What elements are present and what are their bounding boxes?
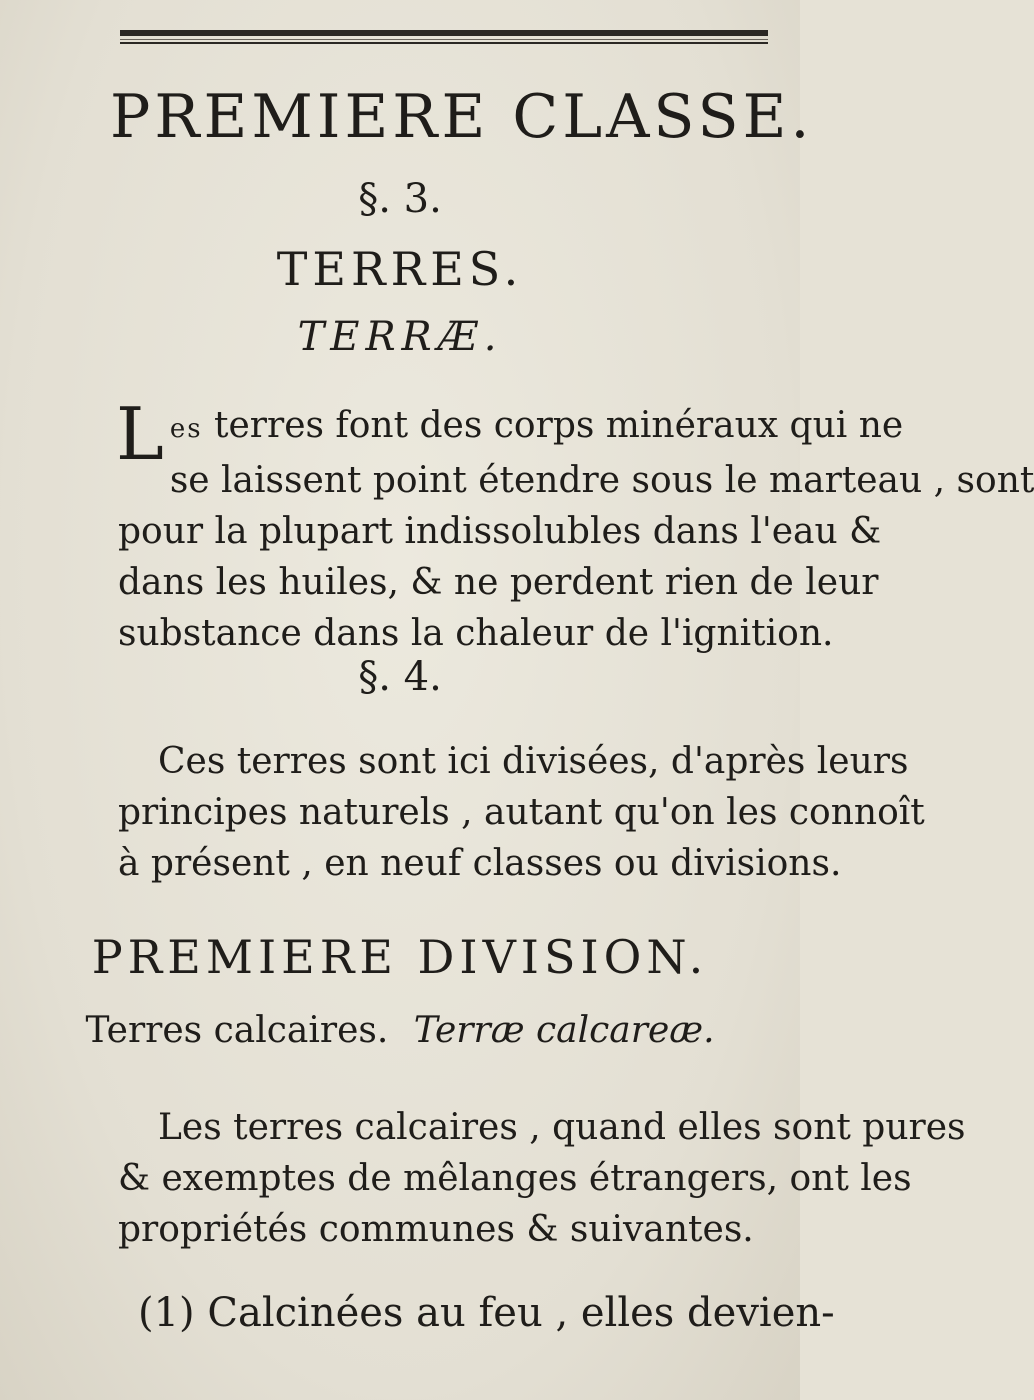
paragraph-line: à présent , en neuf classes ou divisions. [118,843,842,884]
drop-cap-continuation: es [169,414,203,444]
drop-cap: L [116,392,164,476]
paragraph-terres [116,392,1034,659]
paragraph-line: dans les huiles, & ne perdent rien de leur [118,562,879,603]
division-subtitle [0,1010,800,1051]
paragraph-line: propriétés communes & suivantes. [118,1209,754,1250]
paragraph-line: principes naturels , autant qu'on les connoît [118,792,925,833]
section-number: §. 4. [358,654,442,700]
section-heading-french: TERRES. [276,242,524,296]
paragraph-line: (1) Calcinées au feu , elles devien- [138,1290,835,1336]
paragraph-line: substance dans la chaleur de l'ignition. [118,613,834,654]
division-subtitle-latin: Terræ calcareæ. [413,1010,715,1051]
paragraph-line: & exemptes de mêlanges étrangers, ont les [118,1158,912,1199]
paragraph-calcaires [118,1102,966,1255]
paragraph-line: terres font des corps minéraux qui ne [214,405,904,446]
paragraph-line: Ces terres sont ici divisées, d'après leurs [158,741,909,782]
section-heading-latin: TERRÆ. [297,314,503,360]
section-number: §. 3. [358,176,442,222]
division-subtitle-french: Terres calcaires. [85,1010,389,1051]
header-ornament-rule [120,30,768,44]
paragraph-line: Les terres calcaires , quand elles sont pures [158,1107,966,1148]
page-title: PREMIERE CLASSE. [110,82,814,152]
paragraph-calcinees [118,1288,835,1339]
paragraph-line: se laissent point étendre sous le marteau , sont [169,460,1034,501]
paragraph-divisions [118,736,925,889]
paragraph-line: pour la plupart indissolubles dans l'eau & [118,511,882,552]
division-title: PREMIERE DIVISION. [91,930,709,984]
